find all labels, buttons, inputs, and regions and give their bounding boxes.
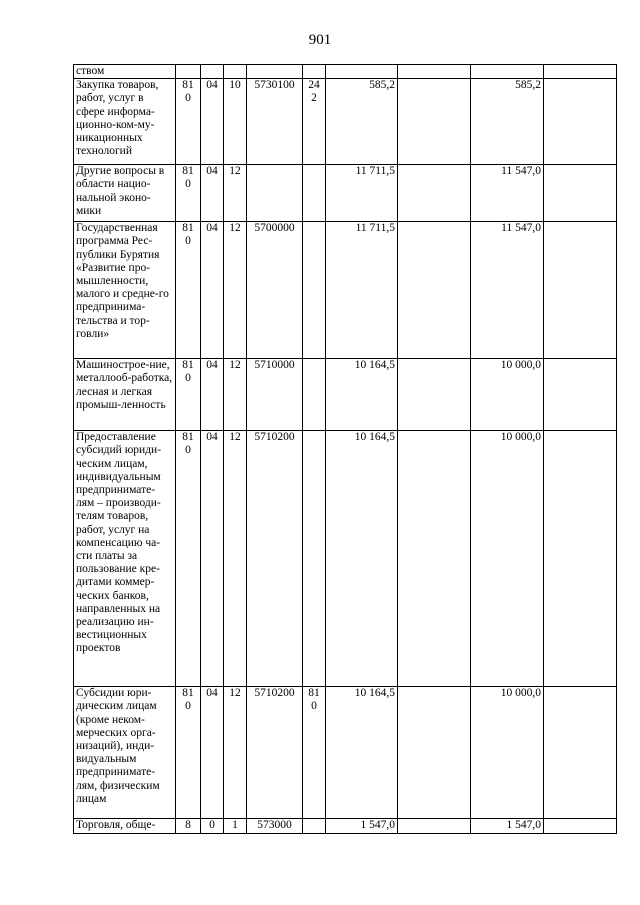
sum-2015: 10 000,0	[471, 687, 544, 819]
empty-cell	[544, 819, 617, 834]
vr-code	[303, 165, 326, 222]
csr-code: 5710200	[247, 687, 303, 819]
csr-code: 573000	[247, 819, 303, 834]
empty-cell	[398, 431, 471, 687]
pr-code: 12	[224, 222, 247, 359]
row-name: Торговля, обще-	[74, 819, 176, 834]
row-name: Машинострое-ние, металлооб-работка, лесная и легкая промыш-ленность	[74, 359, 176, 431]
sum-2014: 1 547,0	[326, 819, 398, 834]
vr-code	[303, 819, 326, 834]
sum-2014: 11 711,5	[326, 222, 398, 359]
empty-cell	[544, 431, 617, 687]
rz-code: 0	[201, 819, 224, 834]
table-row	[74, 359, 617, 431]
budget-table-body	[74, 65, 617, 834]
ved-code: 810	[176, 79, 201, 165]
ved-code: 8	[176, 819, 201, 834]
csr-code: 5730100	[247, 79, 303, 165]
pr-code	[224, 65, 247, 79]
vr-code: 810	[303, 687, 326, 819]
empty-cell	[544, 79, 617, 165]
rz-code: 04	[201, 359, 224, 431]
empty-cell	[398, 79, 471, 165]
empty-cell	[544, 65, 617, 79]
row-name: Субсидии юри-дическим лицам (кроме неком-мерческих орга-низаций), инди-видуальным предпринимате-лям, физическим лицам	[74, 687, 176, 819]
rz-code	[201, 65, 224, 79]
row-name: Другие вопросы в области нацио-нальной эконо-мики	[74, 165, 176, 222]
csr-code	[247, 165, 303, 222]
empty-cell	[544, 222, 617, 359]
ved-code: 810	[176, 687, 201, 819]
sum-2015: 10 000,0	[471, 359, 544, 431]
row-name: Предоставление субсидий юриди-ческим лицам, индивидуальным предпринимате-лям – производи-телям товаров, работ, услуг на компенсацию ча-сти платы за пользование кре-дитами коммер-ческих банков, направленных на реализацию ин-вестиционных проектов	[74, 431, 176, 687]
pr-code: 12	[224, 165, 247, 222]
sum-2015: 585,2	[471, 79, 544, 165]
pr-code: 1	[224, 819, 247, 834]
sum-2015: 11 547,0	[471, 222, 544, 359]
sum-2015	[471, 65, 544, 79]
vr-code	[303, 222, 326, 359]
table-row	[74, 431, 617, 687]
table-row	[74, 165, 617, 222]
empty-cell	[398, 687, 471, 819]
rz-code: 04	[201, 79, 224, 165]
empty-cell	[398, 359, 471, 431]
ved-code	[176, 65, 201, 79]
table-row	[74, 79, 617, 165]
empty-cell	[398, 65, 471, 79]
page-number: 901	[308, 32, 332, 48]
vr-code	[303, 431, 326, 687]
row-name: Государственная программа Рес-публики Бурятия «Развитие про-мышленности, малого и средне-го предпринима-тельства и тор-говли»	[74, 222, 176, 359]
rz-code: 04	[201, 687, 224, 819]
vr-code: 242	[303, 79, 326, 165]
pr-code: 10	[224, 79, 247, 165]
rz-code: 04	[201, 222, 224, 359]
table-row	[74, 819, 617, 834]
pr-code: 12	[224, 431, 247, 687]
empty-cell	[544, 687, 617, 819]
vr-code	[303, 359, 326, 431]
table-row	[74, 222, 617, 359]
csr-code: 5710000	[247, 359, 303, 431]
sum-2015: 10 000,0	[471, 431, 544, 687]
sum-2014: 10 164,5	[326, 687, 398, 819]
sum-2014: 585,2	[326, 79, 398, 165]
empty-cell	[398, 222, 471, 359]
table-row	[74, 65, 617, 79]
pr-code: 12	[224, 687, 247, 819]
sum-2015: 1 547,0	[471, 819, 544, 834]
vr-code	[303, 65, 326, 79]
csr-code: 5700000	[247, 222, 303, 359]
empty-cell	[398, 819, 471, 834]
csr-code: 5710200	[247, 431, 303, 687]
ved-code: 810	[176, 431, 201, 687]
pr-code: 12	[224, 359, 247, 431]
table-row	[74, 687, 617, 819]
sum-2015: 11 547,0	[471, 165, 544, 222]
csr-code	[247, 65, 303, 79]
row-name: Закупка товаров, работ, услуг в сфере информа-ционно-ком-му-никационных технологий	[74, 79, 176, 165]
budget-table	[73, 64, 617, 834]
ved-code: 810	[176, 359, 201, 431]
empty-cell	[398, 165, 471, 222]
sum-2014: 10 164,5	[326, 359, 398, 431]
ved-code: 810	[176, 165, 201, 222]
rz-code: 04	[201, 431, 224, 687]
sum-2014: 11 711,5	[326, 165, 398, 222]
row-name: ством	[74, 65, 176, 79]
sum-2014: 10 164,5	[326, 431, 398, 687]
sum-2014	[326, 65, 398, 79]
empty-cell	[544, 165, 617, 222]
rz-code: 04	[201, 165, 224, 222]
empty-cell	[544, 359, 617, 431]
ved-code: 810	[176, 222, 201, 359]
